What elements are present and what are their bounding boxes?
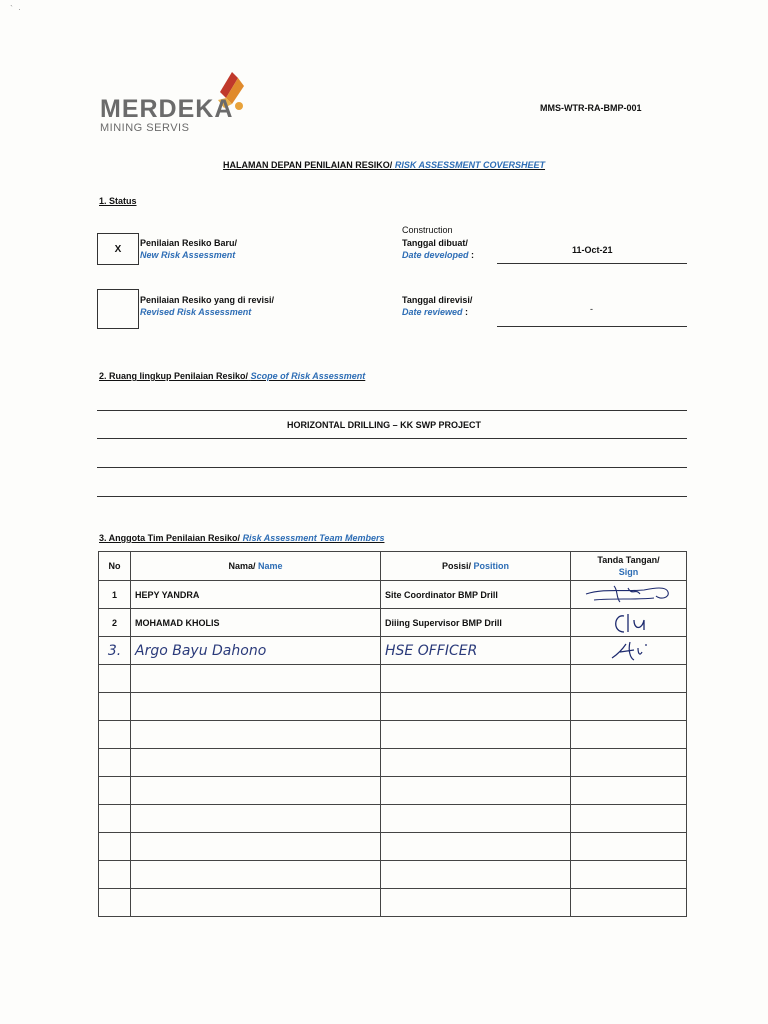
col-name-header-en: Name [258,561,283,571]
col-position-header [381,552,571,581]
document-number: MMS-WTR-RA-BMP-001 [540,103,642,113]
date-developed-value: 11-Oct-21 [572,245,613,255]
revised-assessment-label-en: Revised Risk Assessment [140,307,252,317]
member-signature [571,637,687,665]
col-no-header: No [99,552,131,581]
date-developed-colon: : [471,250,475,260]
date-reviewed-label-id: Tanggal direvisi/ [402,295,473,305]
member-name: Argo Bayu Dahono [131,637,381,665]
table-row [99,833,687,861]
col-position-header-en: Position [473,561,510,571]
signature-3-icon [584,638,674,664]
member-signature [571,609,687,637]
revised-assessment-label [140,294,274,318]
col-sign-header-en: Sign [618,567,639,577]
team-heading-en: Risk Assessment Team Members [242,533,385,543]
scope-line-1 [97,410,687,411]
title-en: RISK ASSESSMENT COVERSHEET [394,160,546,170]
member-position: Site Coordinator BMP Drill [381,581,571,609]
scope-text: HORIZONTAL DRILLING – KK SWP PROJECT [286,420,481,430]
page-title [0,160,768,170]
member-name: MOHAMAD KHOLIS [131,609,381,637]
scope-heading [99,371,365,381]
table-row [99,665,687,693]
revised-assessment-checkbox[interactable] [97,289,139,329]
date-reviewed-colon: : [465,307,469,317]
table-row [99,721,687,749]
logo-sub-text: MINING SERVIS [100,122,190,134]
category-text: Construction [402,225,453,235]
col-name-header-id: Nama/ [228,561,256,571]
table-row [99,637,687,665]
row-number: 3. [99,637,131,665]
date-developed-label-en: Date developed [402,250,469,260]
date-reviewed-value: - [590,304,593,314]
table-row [99,581,687,609]
date-developed-label [402,237,474,261]
signature-1-icon [584,582,674,608]
team-heading-id: 3. Anggota Tim Penilaian Resiko/ [99,533,241,543]
team-members-table [98,551,687,917]
new-assessment-label-id: Penilaian Resiko Baru/ [140,238,238,248]
title-id: HALAMAN DEPAN PENILAIAN RESIKO/ [222,160,393,170]
new-assessment-checkbox[interactable] [97,233,139,265]
team-heading [99,533,384,543]
date-reviewed-line [497,326,687,327]
table-header-row [99,552,687,581]
row-number: 2 [99,609,131,637]
scope-line-4 [97,496,687,497]
scope-heading-en: Scope of Risk Assessment [250,371,366,381]
new-assessment-label [140,237,237,261]
member-name: HEPY YANDRA [131,581,381,609]
col-sign-header-id: Tanda Tangan/ [597,555,660,565]
table-row [99,805,687,833]
table-row [99,693,687,721]
signature-2-icon [584,610,674,636]
col-position-header-id: Posisi/ [441,561,471,571]
logo-main-text: MERDEKA [100,95,234,123]
table-row [99,889,687,917]
date-developed-line [497,263,687,264]
table-row [99,749,687,777]
date-developed-label-id: Tanggal dibuat/ [402,238,468,248]
status-heading: 1. Status [99,196,137,206]
scope-heading-id: 2. Ruang lingkup Penilaian Resiko/ [99,371,249,381]
revised-assessment-label-id: Penilaian Resiko yang di revisi/ [140,295,275,305]
member-signature [571,581,687,609]
new-assessment-mark: X [114,243,122,255]
new-assessment-label-en: New Risk Assessment [140,250,236,260]
date-reviewed-label [402,294,472,318]
col-sign-header [571,552,687,581]
member-position: Diiing Supervisor BMP Drill [381,609,571,637]
scope-line-3 [97,467,687,468]
scan-artifact: ` · [10,4,21,14]
scope-line-2 [97,438,687,439]
table-row [99,777,687,805]
row-number: 1 [99,581,131,609]
table-row [99,609,687,637]
table-row [99,861,687,889]
member-position: HSE OFFICER [381,637,571,665]
date-reviewed-label-en: Date reviewed [402,307,463,317]
company-logo [100,96,233,134]
col-name-header [131,552,381,581]
